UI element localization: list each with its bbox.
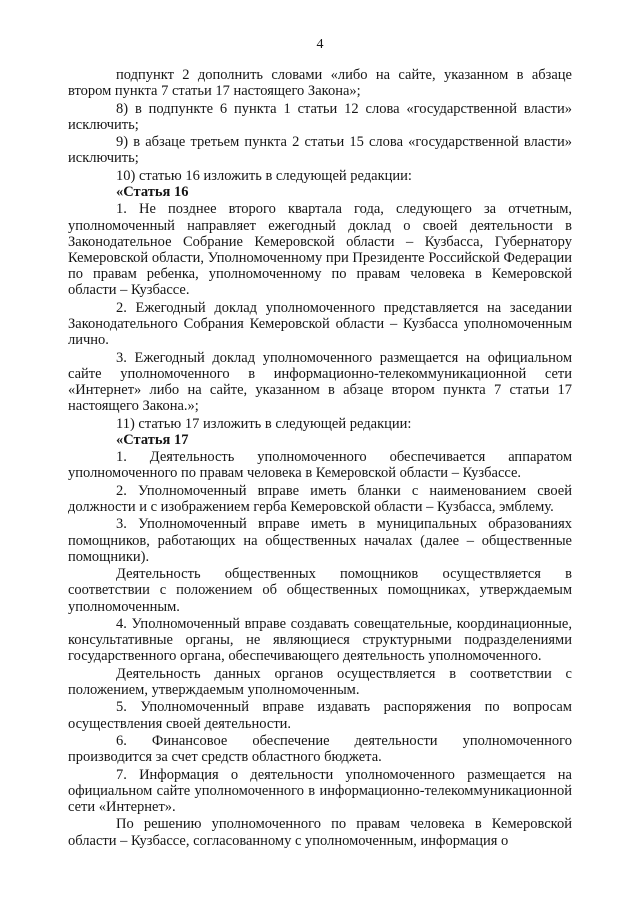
article-16-point-1: 1. Не позднее второго квартала года, следующего за отчетным, уполномоченный направляет ежегодный доклад о своей деятельности в Законодательное Собрание Кемеровской области – Кузбасса, Губернатору Кемеровской области, Уполномоченному при Президенте Российской Федерации по правам ребенка, уполномоченному по правам человека в Кемеровской области – Кузбассе.: [68, 201, 572, 299]
article-17-point-4-continued: Деятельность данных органов осуществляется в соответствии с положением, утверждаемым уполномоченным.: [68, 665, 572, 698]
article-17-point-7: 7. Информация о деятельности уполномоченного размещается на официальном сайте уполномоченного в информационно-телекоммуникационной сети «Интернет».: [68, 766, 572, 815]
document-body: [68, 67, 572, 849]
article-17-point-4: 4. Уполномоченный вправе создавать совещательные, координационные, консультативные органы, не являющиеся структурными подразделениями государственного органа, обеспечивающего деятельность уполномоченного.: [68, 615, 572, 665]
article-17-point-3: 3. Уполномоченный вправе иметь в муниципальных образованиях помощников, работающих на общественных началах (далее – общественные помощники).: [68, 516, 572, 565]
paragraph-item-11: 11) статью 17 изложить в следующей редакции:: [116, 415, 412, 432]
paragraph-item-8: 8) в подпункте 6 пункта 1 статьи 12 слова «государственной власти» исключить;: [68, 100, 572, 133]
article-16-point-3: 3. Ежегодный доклад уполномоченного размещается на официальном сайте уполномоченного в информационно-телекоммуникационной сети «Интернет» либо на сайте, указанном в абзаце втором пункта 7 статьи 17 настоящего Закона.»;: [68, 349, 572, 415]
article-17-point-5: 5. Уполномоченный вправе издавать распоряжения по вопросам осуществления своей деятельности.: [68, 699, 572, 732]
article-17-point-1: 1. Деятельность уполномоченного обеспечивается аппаратом уполномоченного по правам человека в Кемеровской области – Кузбассе.: [68, 449, 572, 482]
paragraph-subitem-2: подпункт 2 дополнить словами «либо на сайте, указанном в абзаце втором пункта 7 статьи 17 настоящего Закона»;: [68, 67, 572, 100]
paragraph-item-9: 9) в абзаце третьем пункта 2 статьи 15 слова «государственной власти» исключить;: [68, 134, 572, 167]
article-17-point-3-continued: Деятельность общественных помощников осуществляется в соответствии с положением об общественных помощниках, утверждаемым уполномоченным.: [68, 566, 572, 615]
article-16-heading: «Статья 16: [116, 183, 189, 200]
paragraph-item-10: 10) статью 16 изложить в следующей редакции:: [116, 167, 412, 184]
article-17-point-6: 6. Финансовое обеспечение деятельности уполномоченного производится за счет средств областного бюджета.: [68, 732, 572, 766]
article-17-point-7-continued: По решению уполномоченного по правам человека в Кемеровской области – Кузбассе, согласованному с уполномоченным, информация о: [68, 816, 572, 849]
page-number: 4: [316, 37, 324, 52]
article-17-heading: «Статья 17: [116, 431, 189, 448]
article-16-point-2: 2. Ежегодный доклад уполномоченного представляется на заседании Законодательного Собрания Кемеровской области – Кузбасса уполномоченным лично.: [68, 299, 572, 349]
article-17-point-2: 2. Уполномоченный вправе иметь бланки с наименованием своей должности и с изображением герба Кемеровской области – Кузбасса, эмблему.: [68, 482, 572, 515]
